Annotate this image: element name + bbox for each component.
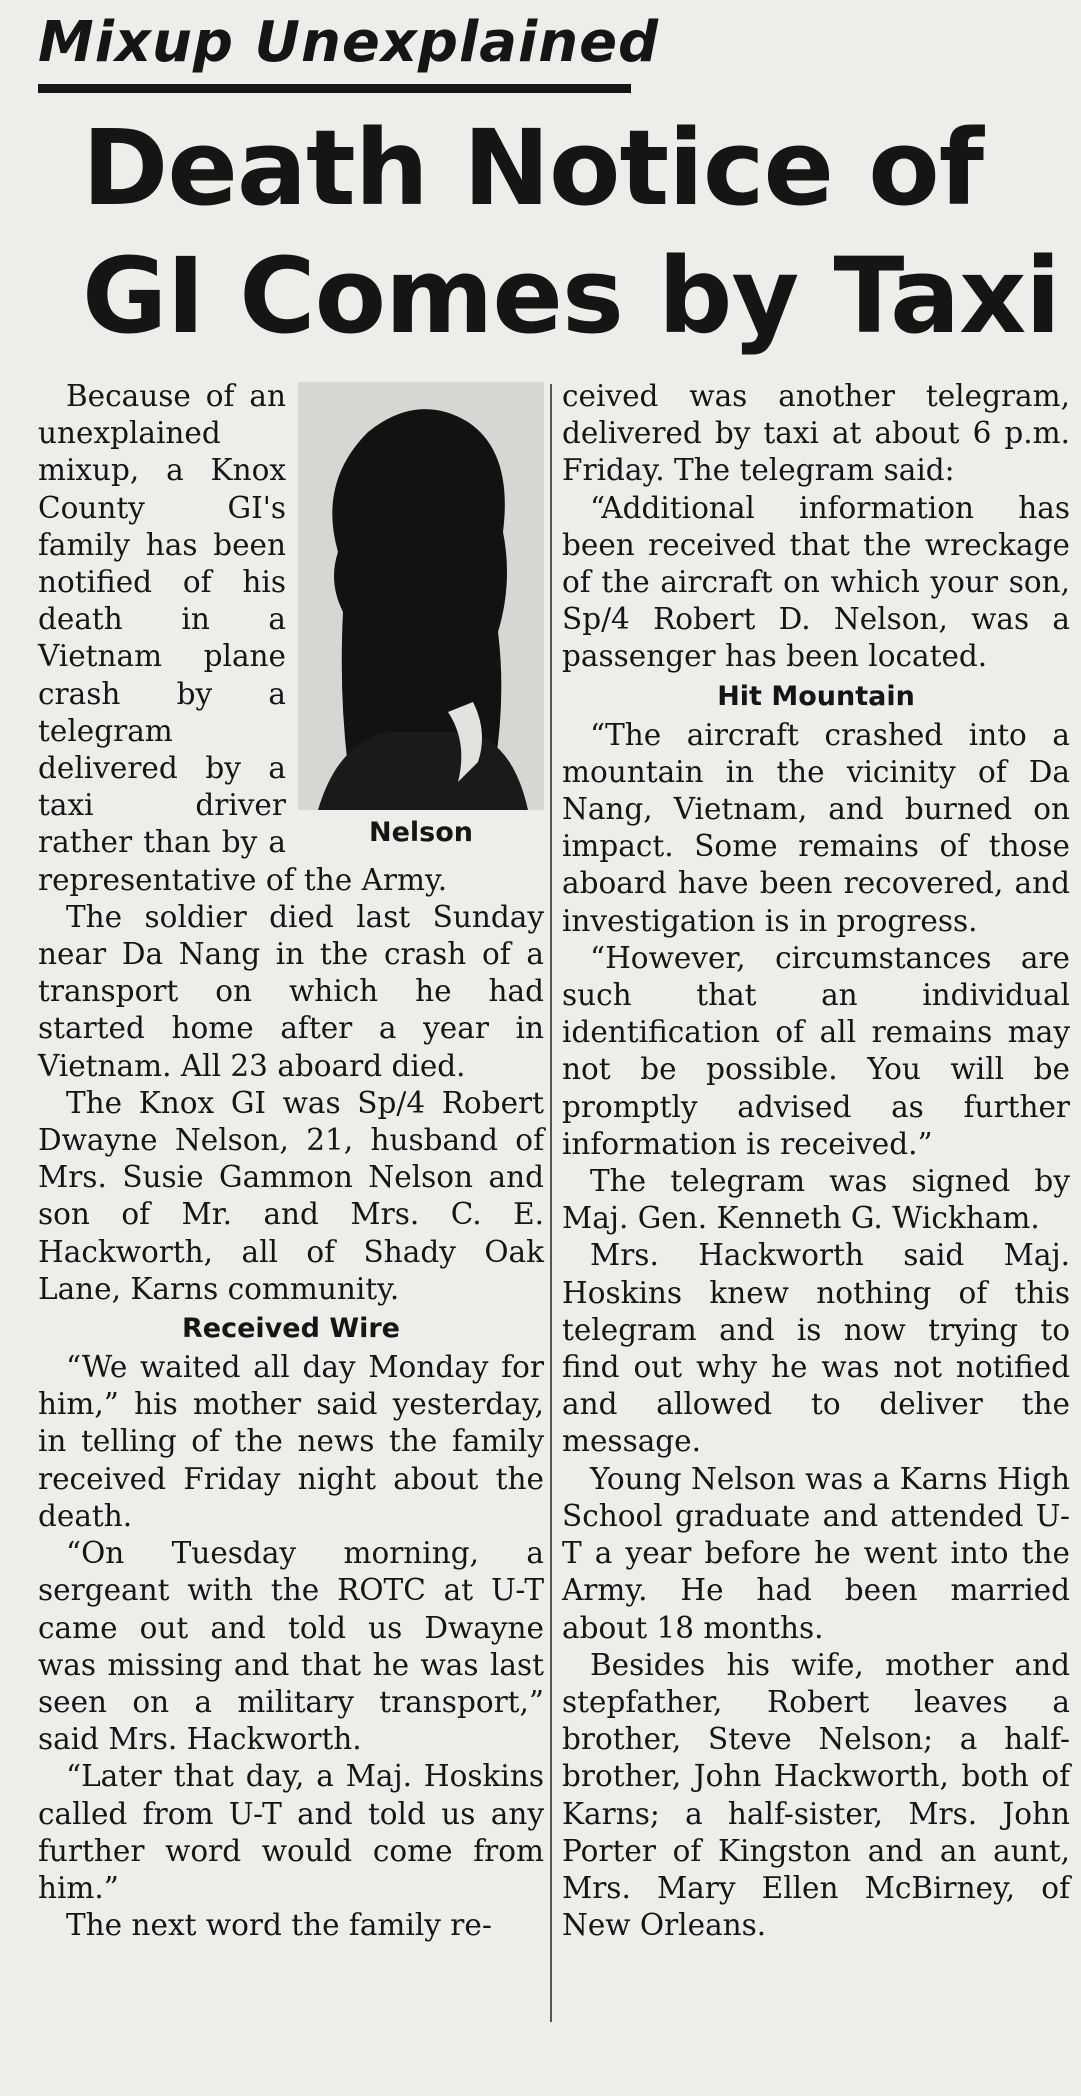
kicker: Mixup Unexplained (38, 10, 660, 75)
photo-figure (298, 382, 544, 852)
paragraph: “The aircraft crashed into a mountain in the vicinity of Da Nang, Vietnam, and burned on impact. Some remains of those aboard have been recovered, and investigation is in progress. (562, 717, 1070, 938)
paragraph: The soldier died last Sunday near Da Nang in the crash of a transport on which he had started home after a year in Vietnam. All 23 aboard died. (38, 899, 544, 1083)
column-2-body (562, 378, 1070, 1944)
portrait-photo (298, 382, 544, 810)
paragraph: “We waited all day Monday for him,” his mother said yesterday, in telling of the news the family received Friday night about the death. (38, 1350, 544, 1533)
paragraph: The next word the family re- (66, 1908, 492, 1943)
kicker-rule (38, 84, 631, 93)
paragraph: Because of an unexplained mixup, a Knox County GI's family has been notified of his death in a Vietnam plane crash by a telegram delivered by a taxi driver rather than by a representative of the Army. (38, 379, 448, 897)
paragraph: “Later that day, a Maj. Hoskins called from U-T and told us any further word would come from him.” (38, 1759, 544, 1905)
subheading: Received Wire (182, 1313, 400, 1345)
paragraph: The telegram was signed by Maj. Gen. Kenneth G. Wickham. (562, 1164, 1070, 1236)
paragraph: Young Nelson was a Karns High School graduate and attended U-T a year before he went into the Army. He had been married about 18 months. (562, 1461, 1070, 1645)
paragraph: “Additional information has been received that the wreckage of the aircraft on which your son, Sp/4 Robert D. Nelson, was a passenger has been located. (562, 490, 1070, 674)
paragraph: Besides his wife, mother and stepfather, Robert leaves a brother, Steve Nelson; a half-brother, John Hackworth, both of Karns; a half-sister, Mrs. John Porter of Kingston and an aunt, Mrs. Mary Ellen McBirney, of New Orleans. (562, 1647, 1070, 1943)
headline: Death Notice of GI Comes by Taxi (82, 107, 1060, 357)
column-1 (38, 378, 544, 1944)
column-divider (550, 384, 552, 2022)
column-2 (562, 378, 1070, 1944)
paragraph: Mrs. Hackworth said Maj. Hoskins knew nothing of this telegram and is now trying to find out why he was not notified and allowed to deliver the message. (562, 1238, 1070, 1459)
paragraph: ceived was another telegram, delivered by taxi at about 6 p.m. Friday. The telegram said: (562, 379, 1070, 488)
photo-caption: Nelson (368, 817, 473, 848)
paragraph: “On Tuesday morning, a sergeant with the ROTC at U-T came out and told us Dwayne was missing and that he was last seen on a military transport,” said Mrs. Hackworth. (38, 1536, 544, 1757)
paragraph: The Knox GI was Sp/4 Robert Dwayne Nelson, 21, husband of Mrs. Susie Gammon Nelson and son of Mr. and Mrs. C. E. Hackworth, all of Shady Oak Lane, Karns community. (38, 1085, 544, 1306)
subheading: Hit Mountain (717, 680, 915, 712)
paragraph: “However, circumstances are such that an individual identification of all remains may not be possible. You will be promptly advised as further information is received.” (562, 940, 1070, 1161)
